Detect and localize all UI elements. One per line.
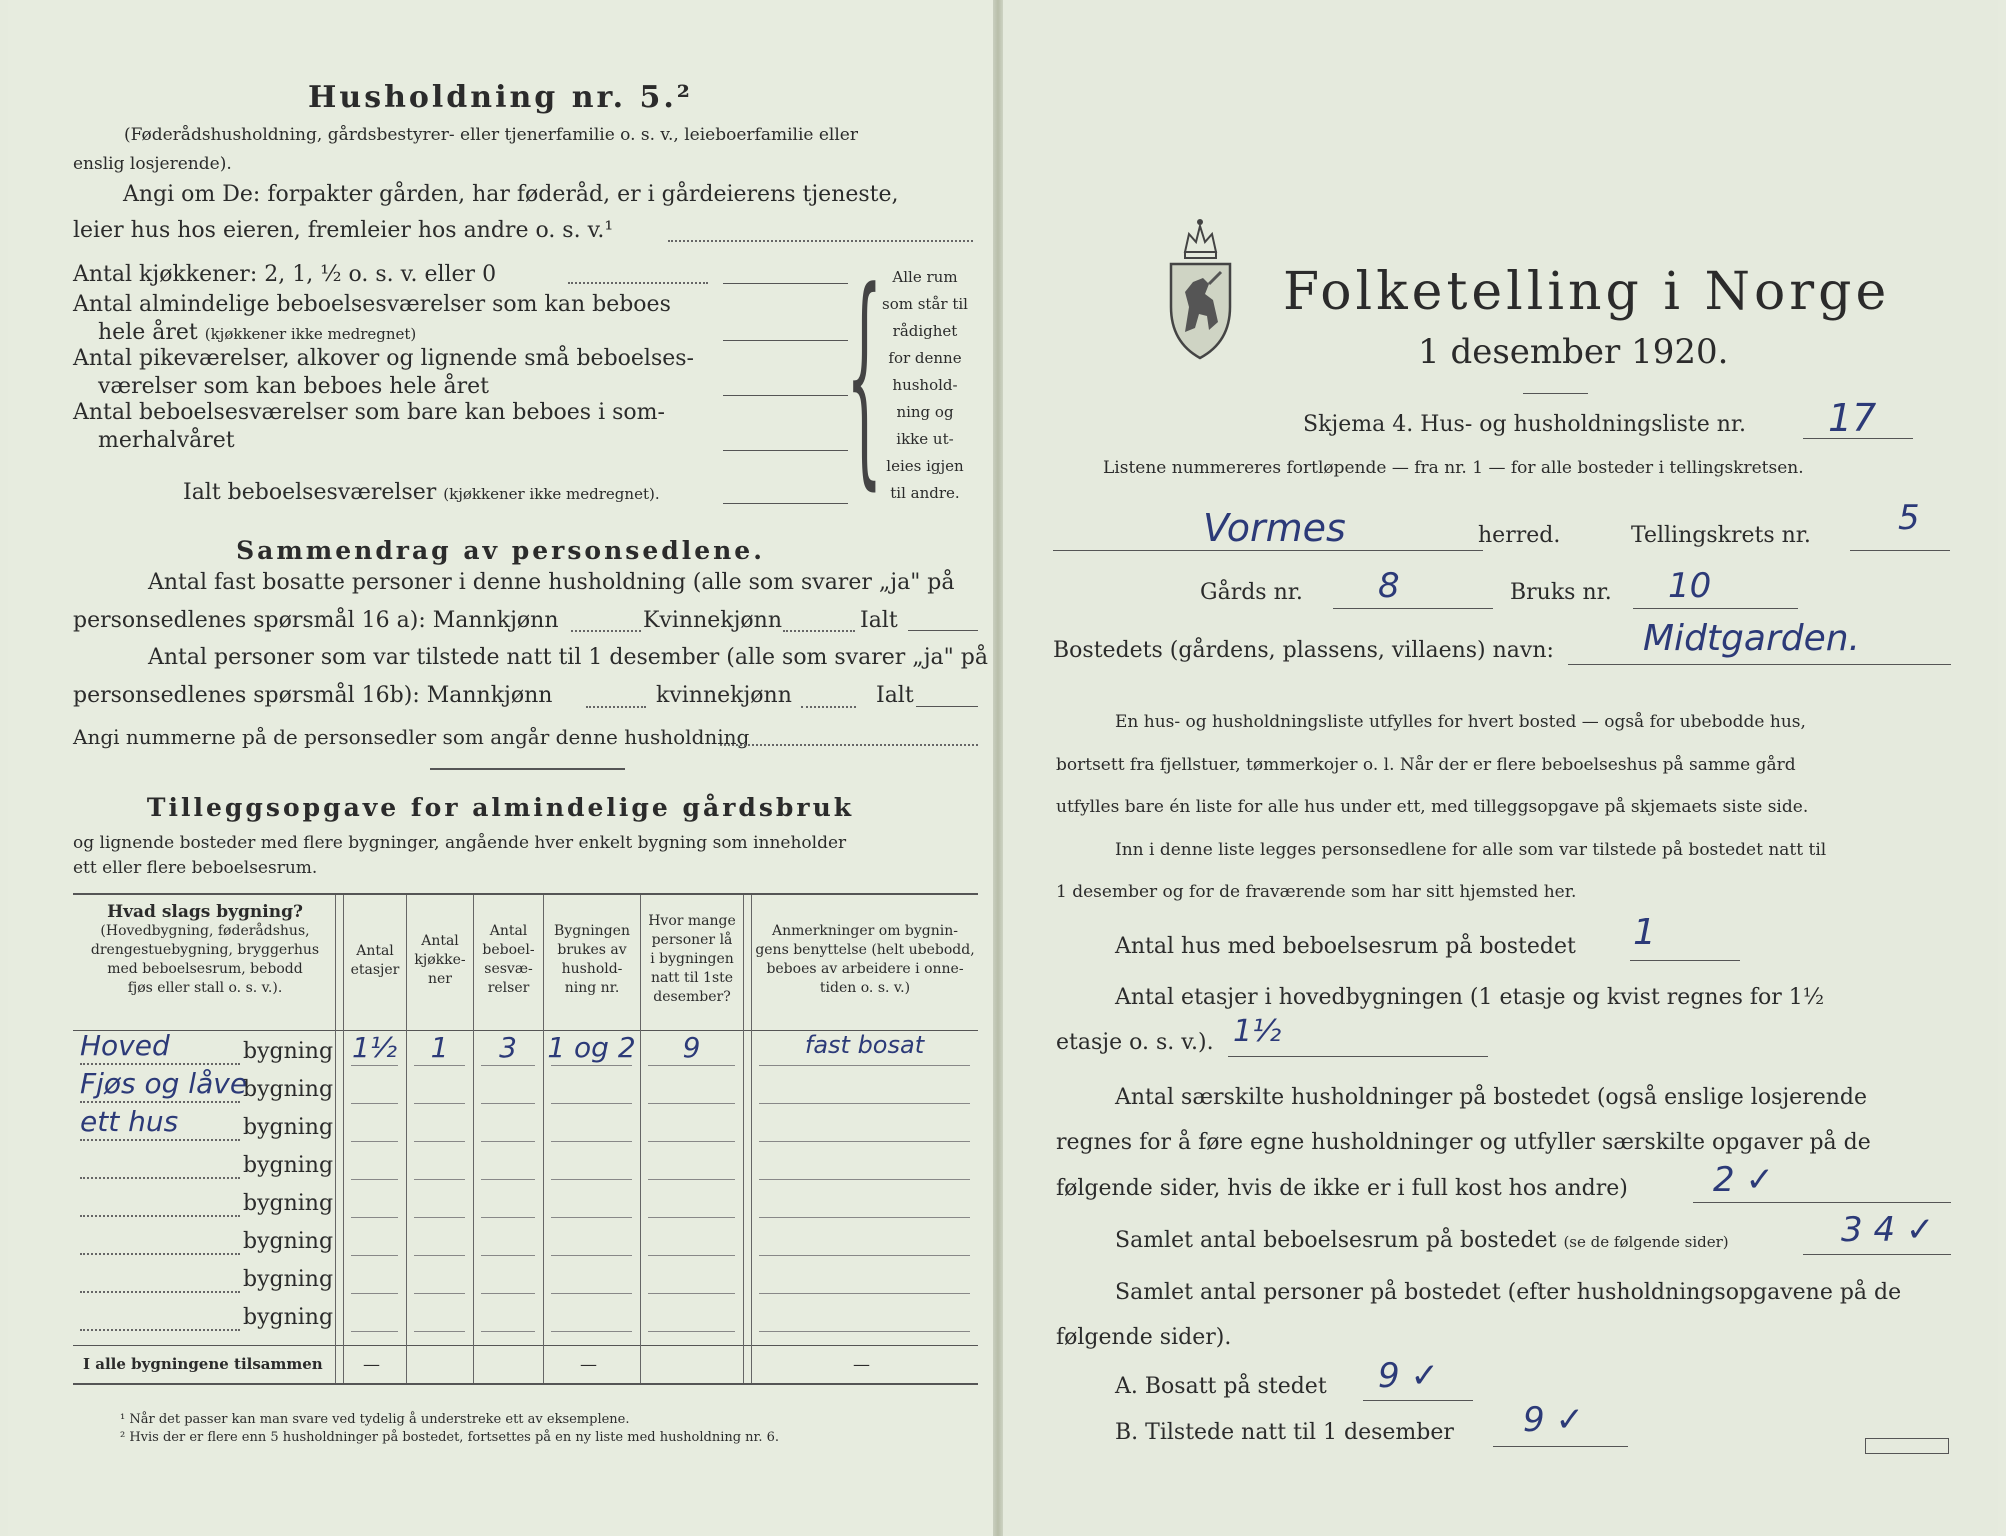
side-note-line: til andre. [890,484,960,502]
bosted-label: Bostedets (gårdens, plassens, villaens) navn: [1053,638,1554,663]
cell-underline [481,1255,535,1256]
bygning-label: bygning [243,1191,334,1216]
bygning-label: bygning [243,1305,334,1330]
cell-kjokken[interactable]: 1 [430,1031,449,1064]
th-household [545,922,639,998]
th-line: (Hovedbygning, føderådshus, [100,923,310,939]
sammendrag-title: Sammendrag av personsedlene. [236,536,765,565]
table-total-border [73,1345,978,1346]
cell-underline [351,1331,398,1332]
building-name-field[interactable] [80,1215,240,1217]
cell-underline [351,1103,398,1104]
cell-underline [759,1179,970,1180]
total-dash-floors: — [363,1355,380,1375]
cell-vaerelser[interactable]: 3 [499,1031,517,1064]
printer-stamp [1865,1438,1949,1454]
bosted-value: Midtgarden. [1643,618,1861,659]
cell-underline [648,1179,735,1180]
cell-underline [551,1255,632,1256]
col-divider [751,895,752,1383]
q4-text: Samlet antal beboelsesrum på bostedet [1115,1228,1557,1253]
th-floors [345,942,405,980]
bruks-label: Bruks nr. [1510,580,1612,605]
cell-underline [551,1103,632,1104]
coat-of-arms-icon [1163,212,1238,362]
total-dash-remarks: — [853,1355,870,1375]
th-line: brukes av [557,942,627,958]
gards-field[interactable] [1333,608,1493,609]
bygning-label: bygning [243,1267,334,1292]
th-line: Antal [421,933,459,949]
tillegg-title: Tilleggsopgave for almindelige gårdsbruk [146,793,855,822]
section-divider [430,768,625,770]
rooms-summer-a: Antal beboelsesværelser som bare kan beboes i som- [73,400,665,425]
side-note-line: leies igjen [886,457,964,475]
rooms-ordinary-b [98,320,416,345]
gards-value: 8 [1378,566,1400,606]
cell-underline [551,1217,632,1218]
household-title: Husholdning nr. 5.² [308,80,693,115]
listene-note: Listene nummereres fortløpende — fra nr. 1 — for alle bosteder i tellingskretsen. [1103,458,1804,478]
angi-line-1: Angi om De: forpakter gården, har føderåd, er i gårdeierens tjeneste, [123,182,899,207]
table-top-border [73,893,978,895]
q3-field[interactable] [1693,1202,1951,1203]
bygning-label: bygning [243,1229,334,1254]
qb-label: B. Tilstede natt til 1 desember [1115,1420,1454,1445]
qa-label: A. Bosatt på stedet [1115,1374,1327,1399]
q5-line-a: Samlet antal personer på bostedet (efter husholdningsopgavene på de [1115,1280,1902,1305]
total-label: I alle bygningene tilsammen [83,1355,323,1373]
s1-female-field [783,630,855,632]
building-name-field[interactable] [80,1291,240,1293]
cell-underline [759,1065,970,1066]
side-note-line: ning og [896,403,954,421]
th-line: beboel- [482,942,535,958]
cell-underline [759,1103,970,1104]
cell-underline [351,1065,398,1066]
rooms-small-a: Antal pikeværelser, alkover og lignende små beboelses- [73,346,694,371]
q1-label: Antal hus med beboelsesrum på bostedet [1115,934,1576,959]
skjema-value: 17 [1828,396,1877,440]
col-divider [743,895,744,1383]
building-name-field[interactable] [80,1253,240,1255]
tillegg-1: og lignende bosteder med flere bygninger, angående hver enkelt bygning som inneholder [73,833,847,853]
cell-underline [759,1217,970,1218]
th-remarks [753,922,977,998]
cell-underline [648,1255,735,1256]
rooms-small-field[interactable] [723,395,848,396]
building-name-field[interactable] [80,1063,240,1065]
building-name-value: ett hus [80,1105,179,1138]
cell-personer[interactable]: 9 [682,1031,701,1064]
census-date: 1 desember 1920. [1418,332,1729,372]
tillegg-2: ett eller flere beboelsesrum. [73,858,318,878]
side-note-line: Alle rum [892,268,958,286]
th-line: personer lå [651,932,733,948]
cell-underline [551,1293,632,1294]
q4-label [1115,1228,1729,1253]
cell-underline [414,1331,465,1332]
cell-underline [351,1255,398,1256]
q4-field[interactable] [1803,1254,1951,1255]
cell-underline [414,1293,465,1294]
rooms-kitchens-field[interactable] [723,283,848,284]
skjema-label: Skjema 4. Hus- og husholdningsliste nr. [1303,412,1746,437]
sammendrag-2c: kvinnekjønn [656,683,792,708]
cell-underline [551,1179,632,1180]
cell-underline [414,1103,465,1104]
cell-underline [551,1331,632,1332]
cell-underline [648,1293,735,1294]
cell-underline [648,1331,735,1332]
tellingskrets-field[interactable] [1850,550,1950,551]
rooms-ordinary-a: Antal almindelige beboelsesværelser som kan beboes [73,292,671,317]
bygning-label: bygning [243,1039,334,1064]
herred-label: herred. [1478,523,1561,548]
page-fold [993,0,1003,1536]
th-line: Antal [489,923,528,939]
rooms-side-note [870,264,980,507]
th-line: Hvad slags bygning? [107,902,303,922]
sammendrag-1b: personsedlenes spørsmål 16 a): Mannkjønn [73,608,559,633]
s1-total-field[interactable] [908,630,978,631]
building-name-field[interactable] [80,1329,240,1331]
household-intro-2: enslig losjerende). [73,154,232,174]
th-rooms [475,922,542,998]
cell-underline [481,1331,535,1332]
side-note-line: rådighet [892,322,958,340]
bruks-field[interactable] [1633,608,1798,609]
col-divider [406,895,407,1383]
q3-value: 2 ✓ [1713,1160,1774,1200]
sammendrag-2b: personsedlenes spørsmål 16b): Mannkjønn [73,683,553,708]
s3-field [720,744,978,746]
cell-underline [351,1179,398,1180]
cell-underline [481,1293,535,1294]
building-name-value: Hoved [80,1029,170,1062]
gards-label: Gårds nr. [1200,580,1303,605]
cell-underline [414,1255,465,1256]
bruks-value: 10 [1668,566,1712,606]
th-line: Bygningen [554,923,630,939]
th-line: etasjer [350,962,400,978]
household-intro-1: (Føderådshusholdning, gårdsbestyrer- eller tjenerfamilie o. s. v., leieboerfamilie eller [124,125,858,145]
th-building-type [76,903,334,998]
rooms-kitchens: Antal kjøkkener: 2, 1, ½ o. s. v. eller 0 [73,262,497,287]
qb-value: 9 ✓ [1523,1400,1584,1440]
s1-male-field [571,630,641,632]
th-line: gens benyttelse (helt ubebodd, [755,942,975,958]
q2-field[interactable] [1228,1056,1488,1057]
th-line: kjøkke- [414,952,466,968]
bygning-label: bygning [243,1077,334,1102]
qa-field[interactable] [1363,1400,1473,1401]
rooms-total-field[interactable] [723,503,848,504]
instr-2b: 1 desember og for de fraværende som har sitt hjemsted her. [1056,882,1577,902]
instr-2a: Inn i denne liste legges personsedlene for alle som var tilstede på bostedet natt til [1115,840,1827,860]
th-line: natt til 1ste [650,970,734,986]
q4-note: (se de følgende sider) [1563,1233,1729,1251]
q1-value: 1 [1633,912,1656,953]
side-note-line: hushold- [892,376,958,394]
cell-etasjer[interactable]: 1½ [352,1031,397,1064]
th-line: fjøs eller stall o. s. v.). [127,980,283,996]
cell-underline [551,1141,632,1142]
col-divider [473,895,474,1383]
th-line: sesvæ- [484,961,533,977]
sammendrag-1a: Antal fast bosatte personer i denne husholdning (alle som svarer „ja" på [148,570,955,595]
th-line: ner [428,971,452,987]
cell-underline [481,1065,535,1066]
cell-underline [759,1255,970,1256]
cell-underline [414,1065,465,1066]
th-line: relser [487,980,530,996]
cell-underline [351,1141,398,1142]
col-divider [640,895,641,1383]
cell-underline [481,1141,535,1142]
instr-1b: bortsett fra fjellstuer, tømmerkojer o. l. Når der er flere beboelseshus på samme gård [1056,755,1796,775]
q5-line-b: følgende sider). [1056,1325,1232,1350]
s2-male-field [586,706,646,708]
cell-underline [414,1179,465,1180]
bygning-label: bygning [243,1153,334,1178]
cell-underline [481,1103,535,1104]
rooms-small-b: værelser som kan beboes hele året [98,374,489,399]
cell-underline [648,1217,735,1218]
cell-underline [648,1065,735,1066]
q3-line-b: regnes for å føre egne husholdninger og utfyller særskilte opgaver på de [1056,1130,1871,1155]
rooms-summer-b: merhalvåret [98,428,235,453]
cell-underline [481,1179,535,1180]
th-line: Hvor mange [648,913,736,929]
rooms-brace: { [846,243,883,510]
tellingskrets-label: Tellingskrets nr. [1631,523,1811,548]
tellingskrets-value: 5 [1898,498,1920,538]
footnote-1: ¹ Når det passer kan man svare ved tydelig å understreke ett av eksemplene. [120,1412,630,1427]
side-note-line: for denne [888,349,962,367]
cell-husholdning[interactable]: 1 og 2 [547,1031,636,1064]
th-line: med beboelsesrum, bebodd [107,961,303,977]
col-divider [343,895,344,1383]
cell-underline [648,1103,735,1104]
bosted-field[interactable] [1568,664,1951,665]
cell-underline [759,1331,970,1332]
building-name-field[interactable] [80,1101,240,1103]
sammendrag-3: Angi nummerne på de personsedler som angår denne husholdning [73,725,750,749]
angi-answer-line [668,240,973,242]
q3-line-a: Antal særskilte husholdninger på bostedet (også enslige losjerende [1115,1085,1868,1110]
sammendrag-1c: Kvinnekjønn [643,608,782,633]
cell-underline [414,1217,465,1218]
footnote-2: ² Hvis der er flere enn 5 husholdninger på bostedet, fortsettes på en ny liste med husholdning nr. 6. [120,1430,780,1445]
rooms-summer-field[interactable] [723,450,848,451]
th-kitchens [408,932,472,989]
s2-female-field [801,706,856,708]
q2-value: 1½ [1233,1014,1282,1049]
instr-1a: En hus- og husholdningsliste utfylles for hvert bosted — også for ubebodde hus, [1115,712,1806,732]
cell-anm[interactable]: fast bosat [804,1031,925,1059]
q4-value: 3 4 ✓ [1841,1210,1935,1250]
col-divider [335,895,336,1383]
bygning-label: bygning [243,1115,334,1140]
cell-underline [759,1293,970,1294]
q1-field[interactable] [1630,960,1740,961]
left-page [8,0,993,1536]
cell-underline [351,1217,398,1218]
sammendrag-2a: Antal personer som var tilstede natt til 1 desember (alle som svarer „ja" på [148,645,988,670]
th-line: beboes av arbeidere i onne- [766,961,964,977]
rooms-ordinary-b-note: (kjøkkener ikke medregnet) [204,325,417,343]
th-line: drengestuebygning, bryggerhus [90,942,320,958]
census-title: Folketelling i Norge [1283,262,1891,322]
q2-line-b: etasje o. s. v.). [1056,1030,1214,1055]
rooms-total [183,480,660,505]
herred-value: Vormes [1203,506,1346,550]
side-note-line: ikke ut- [896,430,954,448]
rooms-total-text: Ialt beboelsesværelser [183,480,437,505]
th-line: Anmerkninger om bygnin- [772,923,958,939]
instr-1c: utfylles bare én liste for alle hus under ett, med tilleggsopgave på skjemaets siste side. [1056,797,1809,817]
rooms-ordinary-field[interactable] [723,340,848,341]
building-name-field[interactable] [80,1139,240,1141]
col-divider [543,895,544,1383]
sammendrag-2d: Ialt [876,683,914,708]
qb-field[interactable] [1493,1446,1628,1447]
th-persons [642,912,742,1007]
th-line: i bygningen [650,951,734,967]
side-note-line: som står til [882,295,968,313]
building-name-field[interactable] [80,1177,240,1179]
th-line: desember? [653,989,731,1005]
total-dash-household: — [580,1355,597,1375]
title-divider [1523,393,1588,394]
qa-value: 9 ✓ [1378,1356,1439,1396]
th-line: ning nr. [564,980,620,996]
cell-underline [351,1293,398,1294]
q2-line-a: Antal etasjer i hovedbygningen (1 etasje og kvist regnes for 1½ [1115,985,1825,1010]
sammendrag-1d: Ialt [860,608,898,633]
herred-field[interactable] [1053,550,1483,551]
table-bottom-border [73,1383,978,1385]
rooms-ordinary-b-text: hele året [98,320,198,345]
th-line: Antal [356,943,394,959]
cell-underline [481,1217,535,1218]
th-line: tiden o. s. v.) [819,980,911,996]
angi-line-2: leier hus hos eieren, fremleier hos andre o. s. v.¹ [73,218,614,243]
th-line: hushold- [561,961,623,977]
building-name-value: Fjøs og låve [80,1067,248,1100]
s2-total-field[interactable] [916,706,978,707]
q3-line-c: følgende sider, hvis de ikke er i full kost hos andre) [1056,1176,1628,1201]
cell-underline [414,1141,465,1142]
cell-underline [759,1141,970,1142]
rooms-total-note: (kjøkkener ikke medregnet). [443,485,660,503]
cell-underline [551,1065,632,1066]
cell-underline [648,1141,735,1142]
rooms-kitchens-dots [568,282,708,284]
right-page [1003,0,1998,1536]
